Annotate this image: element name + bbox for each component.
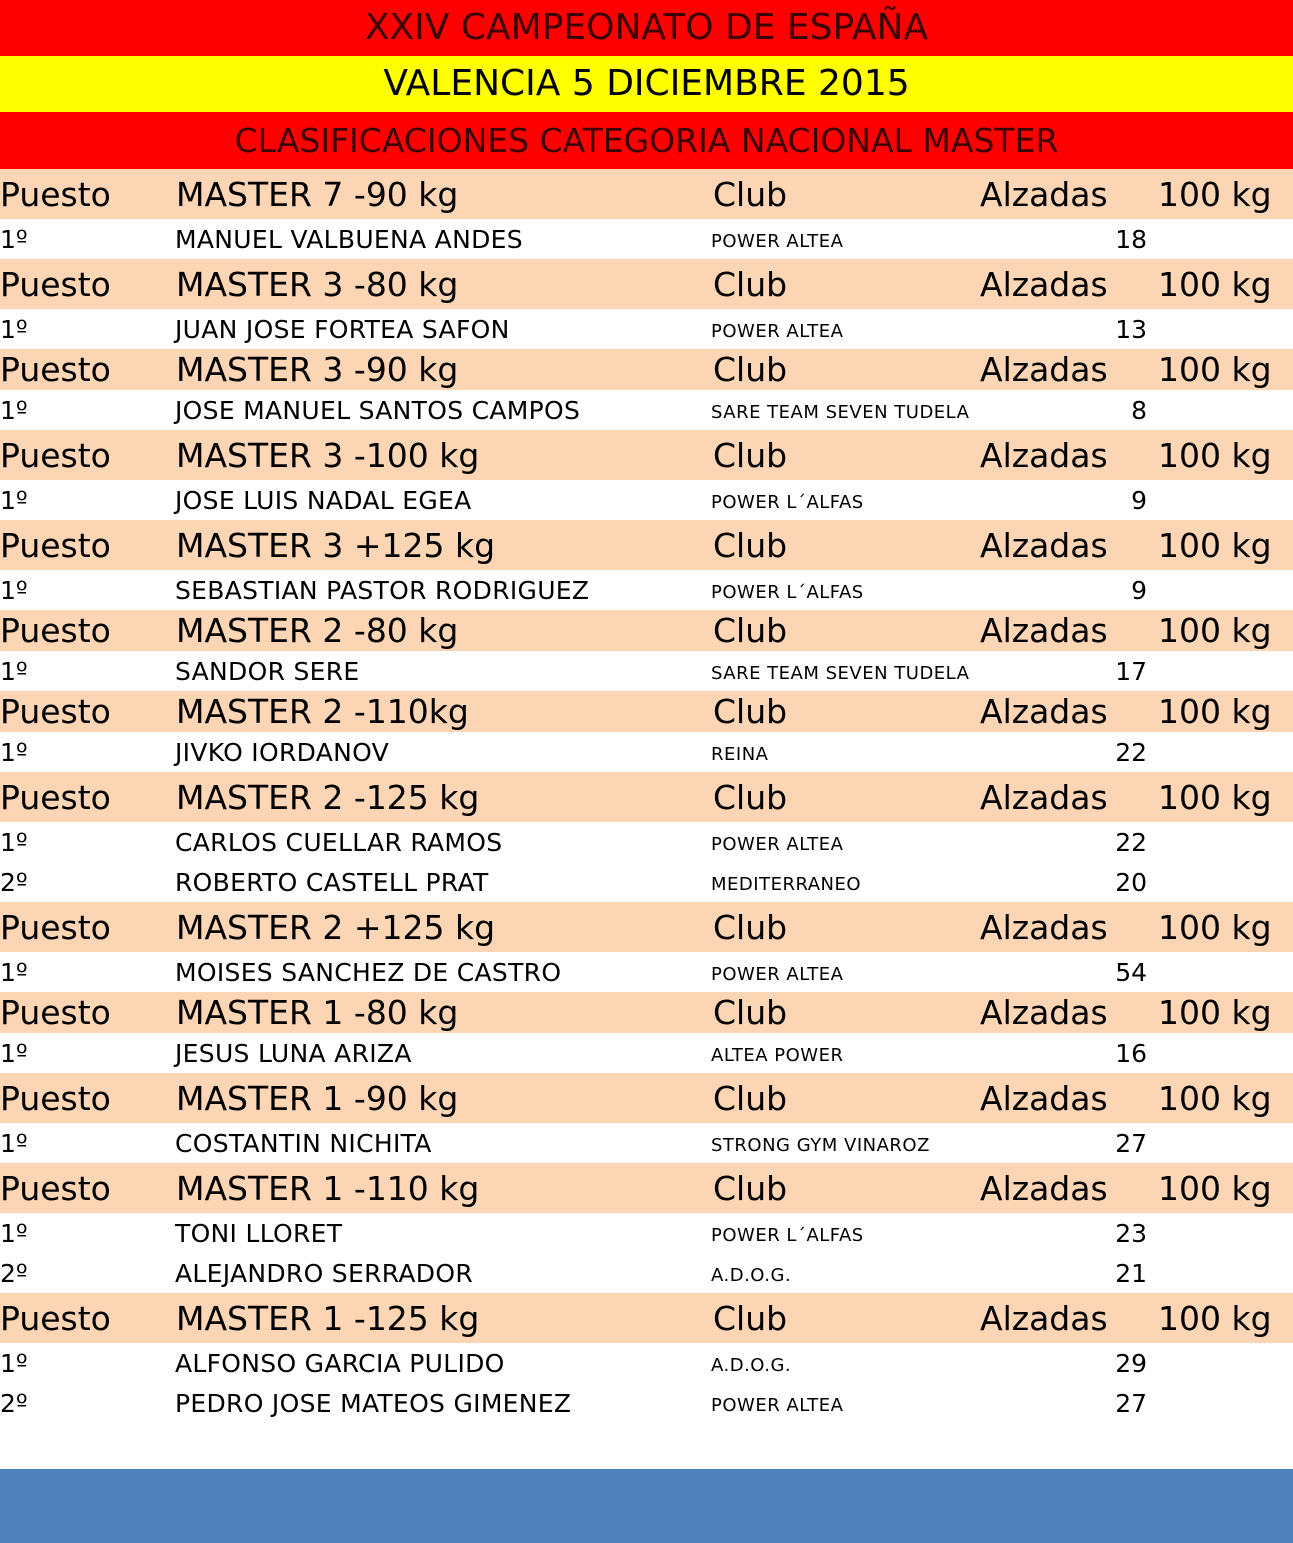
category-header-row <box>0 902 1293 952</box>
result-row <box>0 651 1293 691</box>
weight-label: 100 kg <box>1158 174 1272 214</box>
club-name: POWER ALTEA <box>711 1394 844 1416</box>
category-name: MASTER 2 -110kg <box>176 692 469 731</box>
club-label: Club <box>713 1078 788 1118</box>
club-label: Club <box>713 264 788 304</box>
club-label: Club <box>713 692 788 731</box>
section-banner <box>0 112 1293 169</box>
position-label: Puesto <box>0 174 111 214</box>
lifts-label: Alzadas <box>980 777 1108 817</box>
category-header-row <box>0 772 1293 822</box>
result-row <box>0 1383 1293 1423</box>
weight-label: 100 kg <box>1158 1078 1272 1118</box>
place: 1º <box>0 827 28 857</box>
result-row <box>0 309 1293 349</box>
footer-bar <box>0 1469 1293 1543</box>
place: 1º <box>0 656 28 686</box>
position-label: Puesto <box>0 777 111 817</box>
lifts-count: 21 <box>1115 1258 1147 1288</box>
result-row <box>0 952 1293 992</box>
lifts-count: 27 <box>1115 1388 1147 1418</box>
place: 1º <box>0 1348 28 1378</box>
weight-label: 100 kg <box>1158 264 1272 304</box>
position-label: Puesto <box>0 1078 111 1118</box>
club-label: Club <box>713 1298 788 1338</box>
athlete-name: PEDRO JOSE MATEOS GIMENEZ <box>175 1388 572 1418</box>
weight-label: 100 kg <box>1158 907 1272 947</box>
lifts-label: Alzadas <box>980 611 1108 650</box>
weight-label: 100 kg <box>1158 611 1272 650</box>
lifts-count: 8 <box>1131 395 1147 425</box>
lifts-label: Alzadas <box>980 993 1108 1032</box>
club-label: Club <box>713 611 788 650</box>
result-row <box>0 862 1293 902</box>
lifts-label: Alzadas <box>980 1168 1108 1208</box>
category-header-row <box>0 1163 1293 1213</box>
athlete-name: ALEJANDRO SERRADOR <box>175 1258 474 1288</box>
lifts-count: 16 <box>1115 1038 1147 1068</box>
place: 1º <box>0 575 28 605</box>
category-name: MASTER 3 +125 kg <box>176 525 496 565</box>
position-label: Puesto <box>0 1168 111 1208</box>
club-name: SARE TEAM SEVEN TUDELA <box>711 401 970 423</box>
club-label: Club <box>713 907 788 947</box>
place: 1º <box>0 485 28 515</box>
category-header-row <box>0 430 1293 480</box>
category-header-row <box>0 992 1293 1033</box>
lifts-count: 29 <box>1115 1348 1147 1378</box>
athlete-name: COSTANTIN NICHITA <box>175 1128 432 1158</box>
position-label: Puesto <box>0 525 111 565</box>
lifts-count: 22 <box>1115 827 1147 857</box>
athlete-name: JOSE MANUEL SANTOS CAMPOS <box>175 395 581 425</box>
lifts-label: Alzadas <box>980 525 1108 565</box>
place: 1º <box>0 1128 28 1158</box>
club-label: Club <box>713 174 788 214</box>
athlete-name: CARLOS CUELLAR RAMOS <box>175 827 503 857</box>
club-label: Club <box>713 350 788 389</box>
lifts-label: Alzadas <box>980 1298 1108 1338</box>
place: 1º <box>0 224 28 254</box>
club-label: Club <box>713 525 788 565</box>
result-row <box>0 1343 1293 1383</box>
club-name: MEDITERRANEO <box>711 873 862 895</box>
athlete-name: MANUEL VALBUENA ANDES <box>175 224 523 254</box>
club-name: ALTEA POWER <box>711 1044 844 1066</box>
athlete-name: ALFONSO GARCIA PULIDO <box>175 1348 505 1378</box>
section-title: CLASIFICACIONES CATEGORIA NACIONAL MASTER <box>234 121 1059 160</box>
position-label: Puesto <box>0 692 111 731</box>
club-name: POWER ALTEA <box>711 963 844 985</box>
club-label: Club <box>713 1168 788 1208</box>
championship-title: XXIV CAMPEONATO DE ESPAÑA <box>364 7 929 48</box>
lifts-count: 54 <box>1115 957 1147 987</box>
athlete-name: SEBASTIAN PASTOR RODRIGUEZ <box>175 575 590 605</box>
club-name: POWER ALTEA <box>711 833 844 855</box>
result-row <box>0 732 1293 772</box>
club-name: POWER L´ALFAS <box>711 491 864 513</box>
lifts-count: 22 <box>1115 737 1147 767</box>
lifts-label: Alzadas <box>980 692 1108 731</box>
result-row <box>0 822 1293 862</box>
place: 1º <box>0 314 28 344</box>
club-label: Club <box>713 777 788 817</box>
club-name: POWER ALTEA <box>711 230 844 252</box>
club-label: Club <box>713 993 788 1032</box>
place: 2º <box>0 1388 28 1418</box>
club-name: POWER L´ALFAS <box>711 1224 864 1246</box>
result-row <box>0 570 1293 610</box>
weight-label: 100 kg <box>1158 1298 1272 1338</box>
category-header-row <box>0 691 1293 732</box>
position-label: Puesto <box>0 264 111 304</box>
category-header-row <box>0 520 1293 570</box>
category-header-row <box>0 169 1293 219</box>
title-banner <box>0 0 1293 56</box>
category-name: MASTER 7 -90 kg <box>176 174 459 214</box>
position-label: Puesto <box>0 611 111 650</box>
lifts-label: Alzadas <box>980 1078 1108 1118</box>
club-name: A.D.O.G. <box>711 1264 792 1286</box>
place: 1º <box>0 395 28 425</box>
category-name: MASTER 1 -90 kg <box>176 1078 459 1118</box>
club-name: A.D.O.G. <box>711 1354 792 1376</box>
result-row <box>0 1253 1293 1293</box>
weight-label: 100 kg <box>1158 692 1272 731</box>
weight-label: 100 kg <box>1158 525 1272 565</box>
club-name: POWER L´ALFAS <box>711 581 864 603</box>
lifts-count: 27 <box>1115 1128 1147 1158</box>
club-label: Club <box>713 435 788 475</box>
lifts-count: 9 <box>1131 575 1147 605</box>
lifts-count: 23 <box>1115 1218 1147 1248</box>
result-row <box>0 1033 1293 1073</box>
result-row <box>0 219 1293 259</box>
club-name: SARE TEAM SEVEN TUDELA <box>711 662 970 684</box>
result-row <box>0 390 1293 430</box>
category-name: MASTER 1 -125 kg <box>176 1298 480 1338</box>
lifts-count: 20 <box>1115 867 1147 897</box>
category-header-row <box>0 259 1293 309</box>
category-name: MASTER 3 -80 kg <box>176 264 459 304</box>
category-name: MASTER 3 -100 kg <box>176 435 480 475</box>
weight-label: 100 kg <box>1158 777 1272 817</box>
lifts-label: Alzadas <box>980 264 1108 304</box>
event-date-location: VALENCIA 5 DICIEMBRE 2015 <box>383 63 910 104</box>
lifts-count: 18 <box>1115 224 1147 254</box>
result-row <box>0 480 1293 520</box>
lifts-count: 9 <box>1131 485 1147 515</box>
category-header-row <box>0 610 1293 651</box>
weight-label: 100 kg <box>1158 435 1272 475</box>
athlete-name: SANDOR SERE <box>175 656 360 686</box>
subtitle-banner <box>0 56 1293 112</box>
athlete-name: ROBERTO CASTELL PRAT <box>175 867 489 897</box>
weight-label: 100 kg <box>1158 350 1272 389</box>
place: 1º <box>0 1038 28 1068</box>
category-header-row <box>0 1293 1293 1343</box>
lifts-label: Alzadas <box>980 435 1108 475</box>
lifts-label: Alzadas <box>980 907 1108 947</box>
category-name: MASTER 1 -80 kg <box>176 993 459 1032</box>
position-label: Puesto <box>0 993 111 1032</box>
lifts-label: Alzadas <box>980 350 1108 389</box>
result-row <box>0 1123 1293 1163</box>
weight-label: 100 kg <box>1158 993 1272 1032</box>
category-name: MASTER 2 -125 kg <box>176 777 480 817</box>
lifts-label: Alzadas <box>980 174 1108 214</box>
club-name: POWER ALTEA <box>711 320 844 342</box>
results-table <box>0 169 1293 1423</box>
category-name: MASTER 2 +125 kg <box>176 907 496 947</box>
position-label: Puesto <box>0 907 111 947</box>
club-name: STRONG GYM VINAROZ <box>711 1134 930 1156</box>
athlete-name: JOSE LUIS NADAL EGEA <box>175 485 472 515</box>
lifts-count: 17 <box>1115 656 1147 686</box>
category-name: MASTER 3 -90 kg <box>176 350 459 389</box>
athlete-name: TONI LLORET <box>175 1218 343 1248</box>
category-name: MASTER 1 -110 kg <box>176 1168 480 1208</box>
athlete-name: JUAN JOSE FORTEA SAFON <box>175 314 510 344</box>
place: 1º <box>0 957 28 987</box>
weight-label: 100 kg <box>1158 1168 1272 1208</box>
result-row <box>0 1213 1293 1253</box>
category-header-row <box>0 1073 1293 1123</box>
position-label: Puesto <box>0 1298 111 1338</box>
position-label: Puesto <box>0 435 111 475</box>
category-header-row <box>0 349 1293 390</box>
position-label: Puesto <box>0 350 111 389</box>
athlete-name: JIVKO IORDANOV <box>175 737 390 767</box>
athlete-name: JESUS LUNA ARIZA <box>175 1038 412 1068</box>
club-name: REINA <box>711 743 769 765</box>
category-name: MASTER 2 -80 kg <box>176 611 459 650</box>
place: 1º <box>0 1218 28 1248</box>
athlete-name: MOISES SANCHEZ DE CASTRO <box>175 957 562 987</box>
place: 2º <box>0 867 28 897</box>
place: 2º <box>0 1258 28 1288</box>
lifts-count: 13 <box>1115 314 1147 344</box>
place: 1º <box>0 737 28 767</box>
